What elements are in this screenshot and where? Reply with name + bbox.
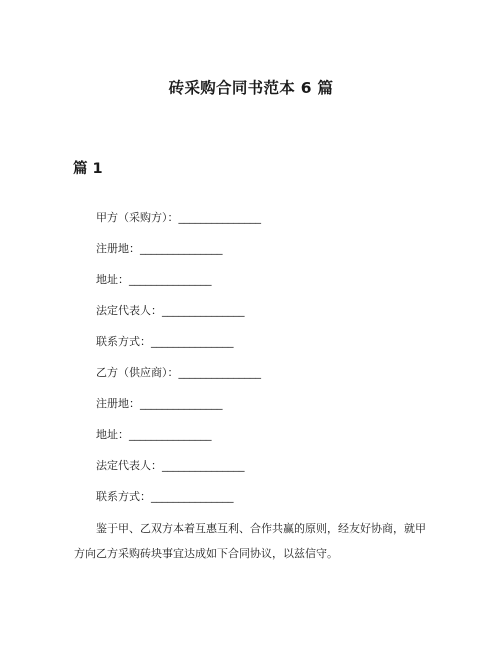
party-a-address-line xyxy=(96,272,212,288)
party-a-representative-line xyxy=(96,303,245,319)
document-title: 砖采购合同书范本 6 篇 xyxy=(168,79,334,97)
field-label: 乙方（供应商）： xyxy=(96,366,179,379)
party-b-address-line xyxy=(96,427,212,443)
party-b-registration-line xyxy=(96,396,223,412)
section-heading: 篇 1 xyxy=(73,161,103,177)
field-label: 联系方式： xyxy=(96,490,151,503)
field-label: 联系方式： xyxy=(96,335,151,348)
fill-blank: _______________ xyxy=(178,366,261,379)
fill-blank: _______________ xyxy=(162,459,245,472)
party-a-contact-line xyxy=(96,334,234,350)
party-b-contact-line xyxy=(96,489,234,505)
field-label: 法定代表人： xyxy=(96,459,162,472)
field-label: 法定代表人： xyxy=(96,304,162,317)
preamble-paragraph: 鉴于甲、乙双方本着互惠互利、合作共赢的原则，经友好协商，就甲方向乙方采购砖块事宜达成如下合同协议，以兹信守。 xyxy=(74,522,426,560)
party-a-registration-line xyxy=(96,241,223,257)
fill-blank: _______________ xyxy=(178,211,261,224)
fill-blank: _______________ xyxy=(151,490,234,503)
fill-blank: _______________ xyxy=(140,397,223,410)
fill-blank: _______________ xyxy=(140,242,223,255)
fill-blank: _______________ xyxy=(129,428,212,441)
fill-blank: _______________ xyxy=(151,335,234,348)
party-a-name-line xyxy=(96,210,261,226)
field-label: 地址： xyxy=(96,273,129,286)
field-label: 注册地： xyxy=(96,242,140,255)
field-label: 甲方（采购方）： xyxy=(96,211,179,224)
party-b-representative-line xyxy=(96,458,245,474)
field-label: 注册地： xyxy=(96,397,140,410)
fill-blank: _______________ xyxy=(129,273,212,286)
field-label: 地址： xyxy=(96,428,129,441)
party-b-name-line xyxy=(96,365,261,381)
fill-blank: _______________ xyxy=(162,304,245,317)
